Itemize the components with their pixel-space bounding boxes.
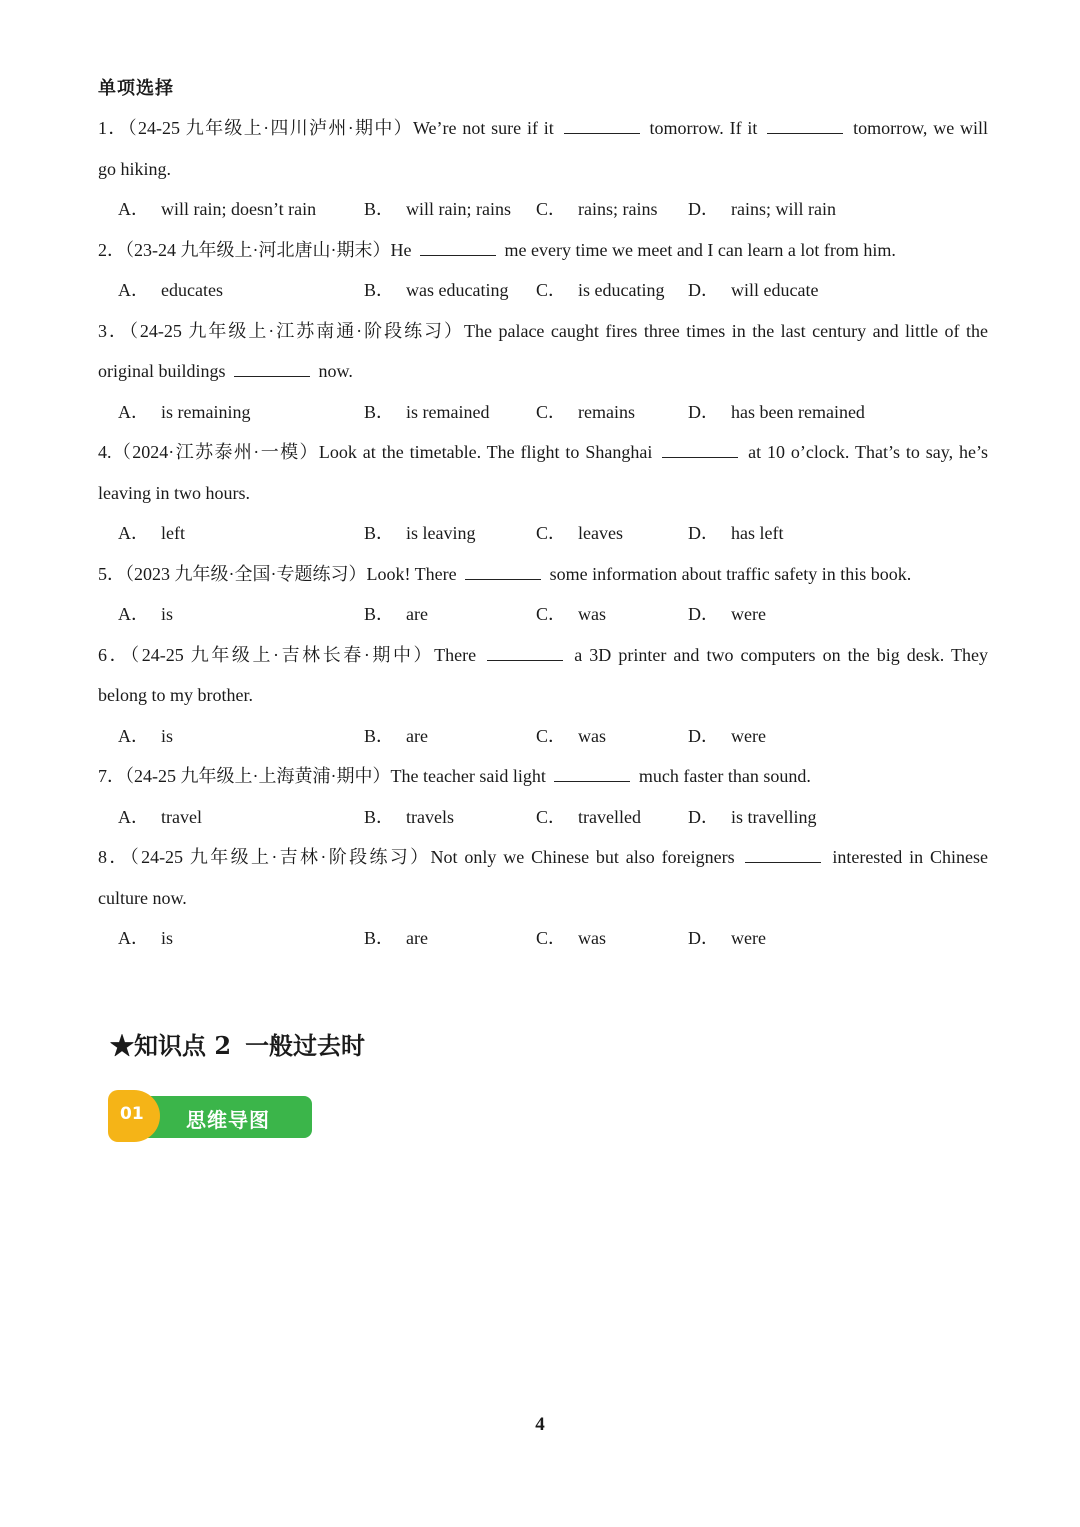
option-d <box>688 513 783 554</box>
option-text: rains; rains <box>578 199 658 219</box>
question-text: belong to my brother. <box>98 685 253 705</box>
option-letter: A． <box>118 725 149 746</box>
option-letter: B． <box>364 806 395 827</box>
option-text: is remaining <box>161 401 251 422</box>
option-b <box>364 270 508 311</box>
answer-blank <box>465 578 541 580</box>
page-number: 4 <box>535 1414 545 1435</box>
question-line <box>98 473 988 514</box>
question-line <box>98 756 988 797</box>
question <box>98 230 988 271</box>
question <box>98 311 988 392</box>
option-text: remains <box>578 401 635 422</box>
question-text: 1．（24-25 九年级上·四川泸州·期中）We’re not sure if it <box>98 118 554 138</box>
option-text: are <box>406 725 428 746</box>
option-text: is <box>161 604 174 624</box>
option-d <box>688 716 766 757</box>
option-c <box>536 513 623 554</box>
option-letter: A． <box>118 280 149 300</box>
question-line <box>98 837 988 878</box>
answer-blank <box>420 254 496 256</box>
knowledge-point-subtitle: 一般过去时 <box>245 1031 366 1060</box>
answer-blank <box>234 375 310 377</box>
option-a <box>118 513 185 554</box>
option-b <box>364 918 428 959</box>
option-a <box>118 594 173 635</box>
knowledge-point-heading <box>110 1026 365 1061</box>
option-b <box>364 189 511 230</box>
option-text: are <box>406 604 428 624</box>
option-text: was educating <box>406 280 509 300</box>
option-b <box>364 594 428 635</box>
option-text: are <box>406 928 428 948</box>
option-text: was <box>578 725 607 746</box>
option-letter: C． <box>536 401 567 422</box>
option-text: left <box>161 523 185 543</box>
question-text: leaving in two hours. <box>98 482 250 503</box>
option-text: was <box>578 928 607 948</box>
option-a <box>118 716 173 757</box>
option-c <box>536 392 635 433</box>
question-text: go hiking. <box>98 158 172 179</box>
option-letter: A． <box>118 806 149 827</box>
option-text: travels <box>406 806 454 827</box>
option-letter: C． <box>536 523 567 543</box>
question-text: me every time we meet and I can learn a lot from him. <box>504 239 896 260</box>
question-text: some information about traffic safety in this book. <box>549 563 912 584</box>
question-text: tomorrow. If it <box>649 118 758 138</box>
option-a <box>118 392 250 433</box>
option-letter: D． <box>688 199 719 219</box>
option-text: has left <box>731 523 784 543</box>
question-line <box>98 108 988 149</box>
question <box>98 432 988 513</box>
answer-blank <box>662 456 738 458</box>
option-c <box>536 594 606 635</box>
option-b <box>364 513 476 554</box>
option-text: were <box>731 725 766 746</box>
badge-label: 思维导图 <box>186 1108 270 1132</box>
question-text: culture now. <box>98 887 187 908</box>
question-text: 6．（24-25 九年级上·吉林长春·期中）There <box>98 644 477 665</box>
option-text: were <box>731 604 766 624</box>
option-d <box>688 270 818 311</box>
option-text: travel <box>161 806 202 827</box>
option-d <box>688 594 766 635</box>
option-text: were <box>731 928 766 948</box>
question-text: 2．（23-24 九年级上·河北唐山·期末）He <box>98 239 412 260</box>
option-c <box>536 797 641 838</box>
option-letter: C． <box>536 806 567 827</box>
option-text: is educating <box>578 280 665 300</box>
option-text: is remained <box>406 401 490 422</box>
option-letter: A． <box>118 928 149 948</box>
question <box>98 554 988 595</box>
option-c <box>536 716 606 757</box>
option-letter: C． <box>536 604 567 624</box>
question-text: 5．（2023 九年级·全国·专题练习）Look! There <box>98 563 457 584</box>
option-letter: B． <box>364 725 395 746</box>
option-text: is travelling <box>731 806 817 827</box>
option-a <box>118 918 173 959</box>
option-text: is leaving <box>406 523 476 543</box>
option-letter: D． <box>688 928 719 948</box>
question-line <box>98 230 988 271</box>
option-a <box>118 270 223 311</box>
option-letter: D． <box>688 806 719 827</box>
question-line <box>98 635 988 676</box>
option-letter: D． <box>688 725 719 746</box>
answer-blank <box>554 780 630 782</box>
option-letter: A． <box>118 604 149 624</box>
question <box>98 756 988 797</box>
question-line <box>98 554 988 595</box>
question-text: 3．（24-25 九年级上·江苏南通·阶段练习）The palace caught fires three times in the last century and little of the <box>98 320 988 341</box>
question <box>98 108 988 189</box>
option-letter: A． <box>118 199 149 219</box>
option-d <box>688 189 836 230</box>
section-title: 单项选择 <box>98 78 174 99</box>
option-d <box>688 797 816 838</box>
answer-blank <box>564 132 640 134</box>
question-line <box>98 675 988 716</box>
question-line <box>98 432 988 473</box>
option-text: is <box>161 725 174 746</box>
option-a <box>118 797 202 838</box>
option-letter: B． <box>364 401 395 422</box>
option-d <box>688 392 865 433</box>
question <box>98 635 988 716</box>
option-letter: B． <box>364 523 395 543</box>
question-text: at 10 o’clock. That’s to say, he’s <box>748 442 989 462</box>
option-text: will rain; rains <box>406 199 511 219</box>
option-b <box>364 797 454 838</box>
option-b <box>364 392 490 433</box>
option-letter: B． <box>364 280 395 300</box>
answer-blank <box>745 861 821 863</box>
option-text: educates <box>161 280 223 300</box>
question-line <box>98 351 988 392</box>
question-text: 4.（2024·江苏泰州·一模）Look at the timetable. The flight to Shanghai <box>98 442 653 462</box>
question <box>98 837 988 918</box>
option-letter: B． <box>364 928 395 948</box>
question-line <box>98 149 988 190</box>
option-letter: D． <box>688 401 719 422</box>
option-text: will educate <box>731 280 819 300</box>
option-c <box>536 270 665 311</box>
option-text: will rain; doesn’t rain <box>161 199 317 219</box>
option-text: rains; will rain <box>731 199 836 219</box>
option-text: has been remained <box>731 401 865 422</box>
option-b <box>364 716 428 757</box>
option-letter: B． <box>364 199 395 219</box>
question-text: 8．（24-25 九年级上·吉林·阶段练习）Not only we Chinese but also foreigners <box>98 847 735 867</box>
option-text: travelled <box>578 806 641 827</box>
mind-map-badge <box>108 1090 314 1142</box>
question-text: original buildings <box>98 361 226 381</box>
option-text: is <box>161 928 174 948</box>
question-line <box>98 878 988 919</box>
question-text: much faster than sound. <box>638 766 811 786</box>
option-text: leaves <box>578 523 623 543</box>
knowledge-point-title: ★知识点 2 <box>110 1031 232 1060</box>
option-letter: A． <box>118 523 149 543</box>
option-letter: D． <box>688 604 719 624</box>
option-c <box>536 189 658 230</box>
option-letter: B． <box>364 604 395 624</box>
option-letter: A． <box>118 401 149 422</box>
answer-blank <box>767 132 843 134</box>
option-a <box>118 189 316 230</box>
option-d <box>688 918 766 959</box>
question-text: tomorrow, we will <box>853 118 989 138</box>
option-c <box>536 918 606 959</box>
option-letter: D． <box>688 280 719 300</box>
answer-blank <box>487 659 563 661</box>
option-text: was <box>578 604 607 624</box>
question-text: a 3D printer and two computers on the big desk. They <box>574 644 989 665</box>
question-text: now. <box>318 361 353 381</box>
option-letter: C． <box>536 725 567 746</box>
option-letter: C． <box>536 280 567 300</box>
option-letter: C． <box>536 199 567 219</box>
option-letter: C． <box>536 928 567 948</box>
badge-number: 01 <box>120 1104 144 1124</box>
question-text: interested in Chinese <box>832 847 988 867</box>
question-line <box>98 311 988 352</box>
option-letter: D． <box>688 523 719 543</box>
question-text: 7．（24-25 九年级上·上海黄浦·期中）The teacher said light <box>98 766 546 786</box>
